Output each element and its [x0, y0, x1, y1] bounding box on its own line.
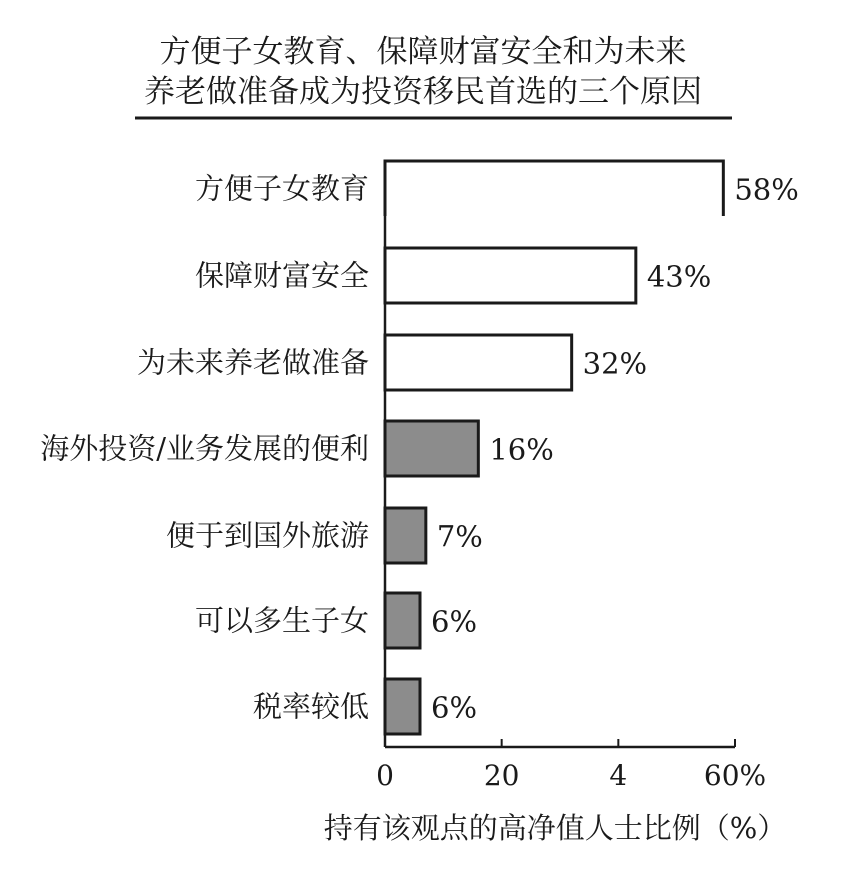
data-label: 58%	[734, 172, 799, 207]
category-label: 为未来养老做准备	[136, 345, 369, 380]
x-tick-label: 60%	[703, 759, 767, 792]
x-tick-label: 20	[483, 759, 520, 792]
bar	[385, 335, 572, 390]
bar	[385, 593, 420, 648]
bar	[385, 679, 420, 734]
data-label: 6%	[431, 690, 478, 725]
data-label: 16%	[489, 432, 554, 467]
bar	[385, 161, 723, 216]
chart-title-line-1: 方便子女教育、保障财富安全和为未来	[159, 34, 687, 70]
chart-title-line-2: 养老做准备成为投资移民首选的三个原因	[144, 74, 702, 110]
chart-title	[135, 34, 732, 118]
data-label: 6%	[431, 604, 478, 639]
category-label: 便于到国外旅游	[165, 518, 369, 553]
x-tick-label: 0	[376, 759, 394, 792]
bar	[385, 421, 478, 476]
x-tick-label: 4	[609, 759, 628, 792]
data-label: 43%	[646, 259, 712, 294]
bars-layer	[40, 161, 799, 734]
bar	[385, 508, 426, 563]
category-label: 税率较低	[252, 689, 369, 724]
bar	[385, 248, 636, 303]
data-label: 32%	[582, 346, 648, 381]
x-axis-label: 持有该观点的高净值人士比例（%）	[323, 811, 787, 845]
category-label: 保障财富安全	[194, 258, 369, 293]
category-label: 海外投资/业务发展的便利	[40, 431, 369, 466]
data-label: 7%	[436, 519, 483, 554]
category-label: 可以多生子女	[194, 603, 369, 638]
category-label: 方便子女教育	[194, 171, 369, 206]
